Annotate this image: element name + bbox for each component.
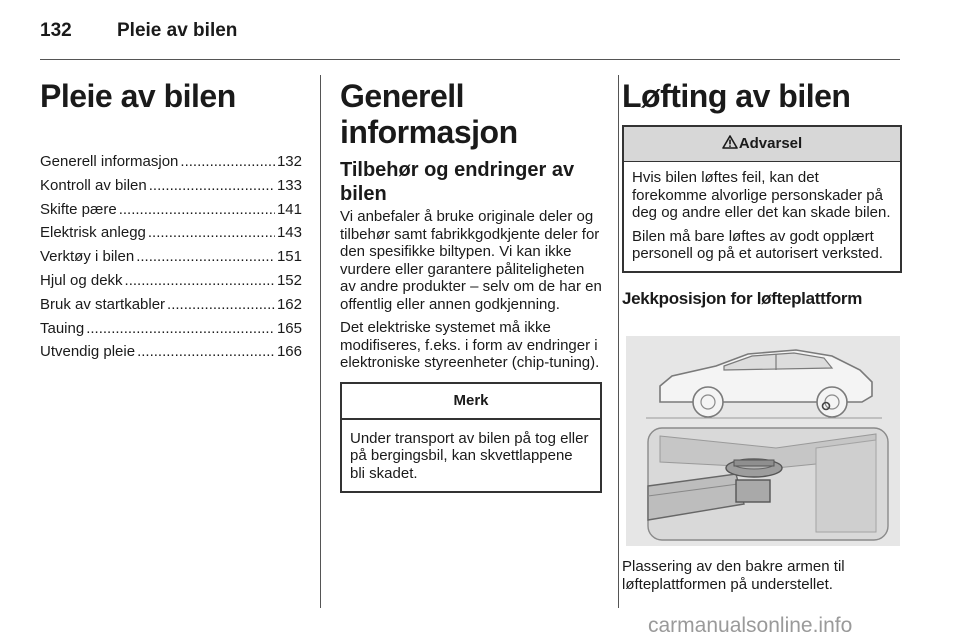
general-info-column — [340, 78, 602, 493]
toc-page: 143 — [276, 224, 302, 242]
warning-text: Hvis bilen løftes feil, kan det forekomme alvorlige personskader på deg og andre eller det kan skade bilen. — [632, 169, 891, 221]
section-heading: Generell informasjon — [340, 78, 518, 150]
figure-caption: Plassering av den bakre armen til løfteplattformen på understellet. — [622, 558, 845, 593]
note-title: Merk — [342, 384, 600, 420]
note-box — [340, 382, 602, 494]
warning-box — [622, 125, 902, 273]
toc-page: 162 — [276, 295, 302, 313]
toc-label: Utvendig pleie — [40, 343, 136, 361]
page-number: 132 — [40, 20, 72, 41]
toc-label: Bruk av startkabler — [40, 295, 166, 313]
toc-label: Skifte pære — [40, 200, 117, 218]
toc-label: Generell informasjon — [40, 153, 179, 170]
toc-page: 132 — [276, 153, 302, 170]
toc-page: 141 — [276, 200, 302, 218]
toc-page: 151 — [276, 248, 302, 266]
chapter-heading: Pleie av bilen — [40, 78, 236, 114]
toc-page: 165 — [276, 319, 302, 337]
body-paragraph: Det elektriske systemet må ikke modifiseres, f.eks. i form av endringer i elektroniske styreenheter (chip-tuning). — [340, 319, 600, 371]
warning-title — [624, 127, 900, 162]
section-heading: Løfting av bilen — [622, 78, 851, 114]
toc-label: Tauing — [40, 319, 85, 337]
toc-item[interactable] — [40, 174, 302, 198]
watermark-text: carmanualsonline.info — [648, 614, 853, 637]
toc-item[interactable] — [40, 221, 302, 245]
lifting-column — [622, 78, 902, 310]
toc-item[interactable] — [40, 269, 302, 293]
body-paragraph: Vi anbefaler å bruke originale deler og tilbehør samt fabrikkgodkjente deler for den spesifikke biltypen. Vi kan ikke vurdere eller garantere påliteligheten av andre produkter – selv om de har en offentlig eller annen godkjenning. — [340, 208, 602, 313]
header-rule — [40, 59, 900, 60]
column-divider-2 — [618, 75, 619, 608]
toc-item[interactable] — [40, 293, 302, 317]
toc-page: 166 — [276, 343, 302, 361]
running-header-title: Pleie av bilen — [117, 20, 238, 41]
subsection-heading: Jekkposisjon for løfteplattform — [622, 288, 863, 308]
toc-page: 152 — [276, 271, 302, 289]
lift-platform-illustration — [626, 336, 900, 546]
warning-text: Bilen må bare løftes av godt opplært personell og på et autorisert verksted. — [632, 227, 883, 262]
toc-item[interactable] — [40, 340, 302, 364]
toc-item[interactable] — [40, 317, 302, 341]
toc-item[interactable] — [40, 245, 302, 269]
note-text: Under transport av bilen på tog eller på bergingsbil, kan skvettlappene bli skadet. — [350, 429, 589, 482]
toc-label: Elektrisk anlegg — [40, 224, 146, 242]
subsection-heading: Tilbehør og endringer av bilen — [340, 159, 575, 205]
toc-label: Verktøy i bilen — [40, 248, 135, 266]
table-of-contents — [40, 150, 302, 364]
toc-item[interactable] — [40, 198, 302, 222]
toc-item[interactable] — [40, 150, 302, 174]
toc-page: 133 — [276, 176, 302, 194]
column-divider-1 — [320, 75, 321, 608]
warning-triangle-icon — [722, 135, 738, 149]
toc-label: Hjul og dekk — [40, 271, 123, 289]
chapter-column — [40, 78, 302, 361]
warning-title-text: Advarsel — [738, 135, 803, 152]
toc-label: Kontroll av bilen — [40, 176, 147, 194]
